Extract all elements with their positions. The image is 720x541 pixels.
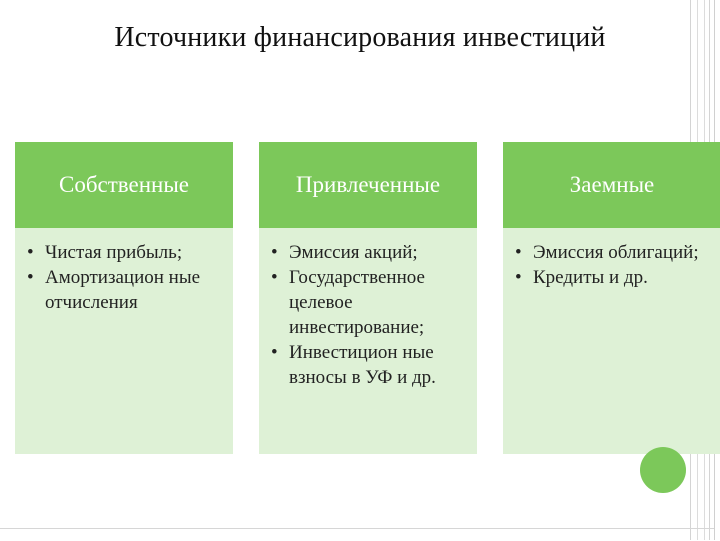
bullet-list bbox=[271, 240, 469, 390]
bullet-list bbox=[515, 240, 713, 290]
column-borrowed-funds bbox=[503, 142, 720, 454]
column-own-funds bbox=[15, 142, 233, 454]
column-header: Собственные bbox=[15, 142, 233, 228]
column-body bbox=[15, 228, 233, 454]
column-body bbox=[259, 228, 477, 454]
list-item: • Государственное целевое инвестирование; bbox=[271, 265, 469, 340]
slide-title: Источники финансирования инвестиций bbox=[114, 22, 606, 53]
column-attracted-funds bbox=[259, 142, 477, 454]
column-body bbox=[503, 228, 720, 454]
list-item: • Инвестицион ные взносы в УФ и др. bbox=[271, 340, 469, 390]
column-header: Заемные bbox=[503, 142, 720, 228]
list-item: • Кредиты и др. bbox=[515, 265, 713, 290]
list-item: • Эмиссия облигаций; bbox=[515, 240, 713, 265]
decorative-bottom-line bbox=[0, 528, 714, 541]
decorative-circle bbox=[640, 447, 686, 493]
list-item: • Эмиссия акций; bbox=[271, 240, 469, 265]
bullet-list bbox=[27, 240, 225, 315]
list-item: • Чистая прибыль; bbox=[27, 240, 225, 265]
column-header: Привлеченные bbox=[259, 142, 477, 228]
list-item: • Амортизацион ные отчисления bbox=[27, 265, 225, 315]
